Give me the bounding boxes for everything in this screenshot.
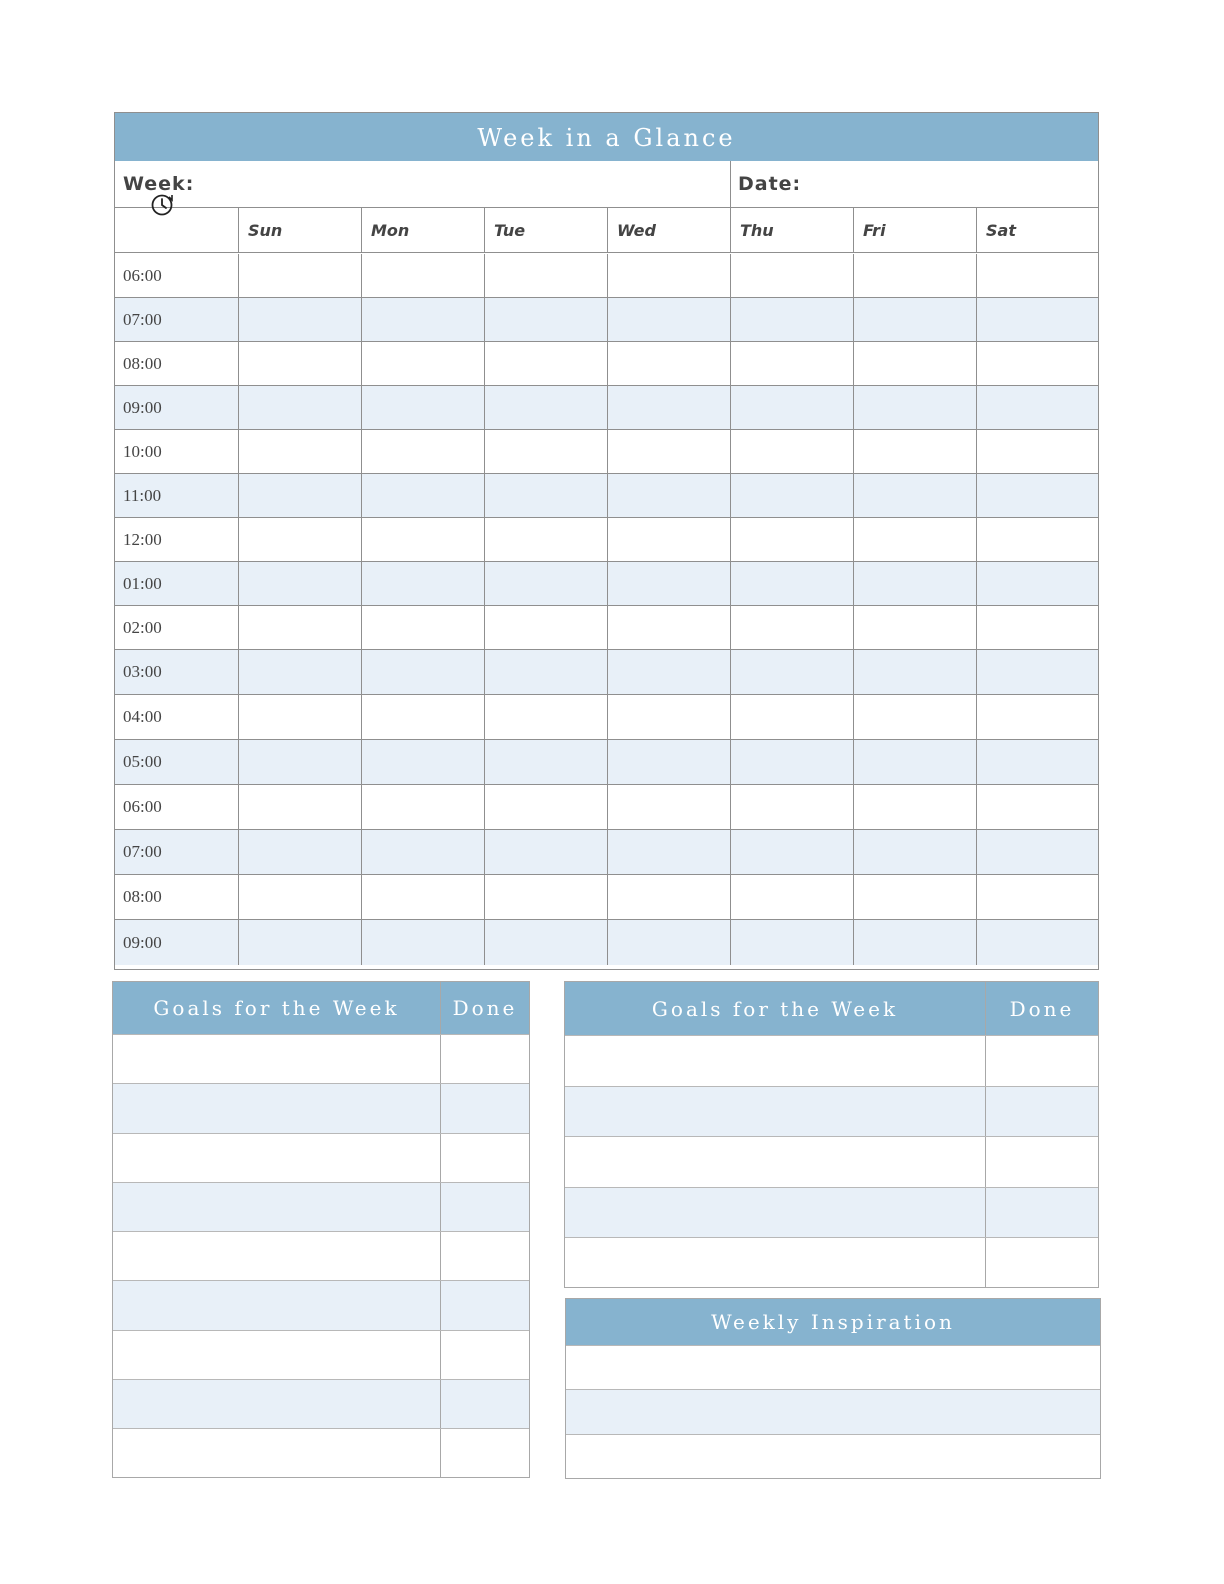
inspiration-line[interactable] xyxy=(566,1434,1100,1478)
time-slot-cell[interactable] xyxy=(484,740,607,784)
time-slot-cell[interactable] xyxy=(730,606,853,649)
time-slot-cell[interactable] xyxy=(853,518,976,561)
time-slot-cell[interactable] xyxy=(976,875,1098,919)
time-slot-cell[interactable] xyxy=(484,650,607,694)
goal-row[interactable] xyxy=(113,1280,529,1329)
time-slot-cell[interactable] xyxy=(976,920,1098,965)
done-checkbox-cell xyxy=(985,1238,986,1288)
time-slot-cell[interactable] xyxy=(976,740,1098,784)
time-slot-cell[interactable] xyxy=(607,298,730,341)
inspiration-rows xyxy=(566,1345,1100,1478)
goal-row[interactable] xyxy=(113,1182,529,1231)
time-label: 01:00 xyxy=(123,573,162,593)
done-checkbox-cell xyxy=(440,1281,441,1329)
goals-table-right xyxy=(564,981,1099,1288)
time-slot-cell[interactable] xyxy=(853,562,976,605)
time-slot-cell[interactable] xyxy=(238,518,361,561)
day-header-sat: Sat xyxy=(976,208,1098,253)
time-slot-cell[interactable] xyxy=(607,830,730,874)
goal-row[interactable] xyxy=(565,1187,1098,1238)
time-slot-cell[interactable] xyxy=(238,386,361,429)
time-slot-cell[interactable] xyxy=(853,785,976,829)
time-slot-cell[interactable] xyxy=(853,254,976,297)
time-slot-cell[interactable] xyxy=(238,785,361,829)
time-slot-cell[interactable] xyxy=(730,920,853,965)
time-slot-cell[interactable] xyxy=(976,254,1098,297)
time-label: 05:00 xyxy=(123,752,162,771)
time-slot-cell[interactable] xyxy=(607,740,730,784)
time-slot-cell[interactable] xyxy=(484,430,607,473)
time-row xyxy=(115,650,1098,695)
time-label: 08:00 xyxy=(123,353,162,373)
time-slot-cell[interactable] xyxy=(484,920,607,965)
time-slot-cell[interactable] xyxy=(361,785,484,829)
time-slot-cell[interactable] xyxy=(853,650,976,694)
time-slot-cell[interactable] xyxy=(238,342,361,385)
time-slot-cell[interactable] xyxy=(853,920,976,965)
time-slot-cell[interactable] xyxy=(238,740,361,784)
time-slot-cell[interactable] xyxy=(361,386,484,429)
time-label: 06:00 xyxy=(123,265,162,285)
time-row xyxy=(115,875,1098,920)
goals-rows xyxy=(113,1034,529,1478)
time-slot-cell[interactable] xyxy=(976,606,1098,649)
time-slot-cell[interactable] xyxy=(607,606,730,649)
goal-row[interactable] xyxy=(113,1330,529,1379)
time-slot-cell[interactable] xyxy=(730,695,853,739)
time-slot-cell[interactable] xyxy=(361,298,484,341)
week-field-label[interactable]: Week: xyxy=(123,173,195,195)
done-checkbox-cell xyxy=(985,1036,986,1086)
time-slot-cell[interactable] xyxy=(361,342,484,385)
time-slot-cell[interactable] xyxy=(361,606,484,649)
time-slot-cell[interactable] xyxy=(730,386,853,429)
time-slot-cell[interactable] xyxy=(853,386,976,429)
time-label: 09:00 xyxy=(123,397,162,417)
time-slot-cell[interactable] xyxy=(607,695,730,739)
time-row xyxy=(115,606,1098,650)
time-slot-cell[interactable] xyxy=(853,740,976,784)
time-slot-cell[interactable] xyxy=(484,562,607,605)
time-slot-cell[interactable] xyxy=(484,474,607,517)
time-slot-cell[interactable] xyxy=(730,474,853,517)
time-slot-cell[interactable] xyxy=(607,785,730,829)
time-slot-cell[interactable] xyxy=(853,830,976,874)
time-slot-cell[interactable] xyxy=(484,518,607,561)
day-header-thu: Thu xyxy=(730,208,853,253)
divider xyxy=(730,161,731,208)
time-slot-cell[interactable] xyxy=(484,386,607,429)
goal-row[interactable] xyxy=(113,1379,529,1428)
day-header-sun: Sun xyxy=(238,208,361,253)
goal-row[interactable] xyxy=(113,1231,529,1280)
time-slot-cell[interactable] xyxy=(853,875,976,919)
time-row xyxy=(115,430,1098,474)
goal-row[interactable] xyxy=(113,1034,529,1083)
time-slot-cell[interactable] xyxy=(238,875,361,919)
goals-rows xyxy=(565,1035,1098,1288)
time-slot-cell[interactable] xyxy=(730,562,853,605)
time-slot-cell[interactable] xyxy=(976,785,1098,829)
time-slot-cell[interactable] xyxy=(607,650,730,694)
time-slot-cell[interactable] xyxy=(484,298,607,341)
time-slot-cell[interactable] xyxy=(976,830,1098,874)
time-slot-cell[interactable] xyxy=(730,740,853,784)
time-slot-cell[interactable] xyxy=(976,562,1098,605)
goal-row[interactable] xyxy=(113,1428,529,1477)
time-slot-cell[interactable] xyxy=(730,785,853,829)
day-header-tue: Tue xyxy=(484,208,607,253)
time-row xyxy=(115,386,1098,430)
date-field-label[interactable]: Date: xyxy=(738,173,802,195)
time-row xyxy=(115,474,1098,518)
time-label: 04:00 xyxy=(123,707,162,726)
time-label: 11:00 xyxy=(123,485,162,505)
time-slot-cell[interactable] xyxy=(607,474,730,517)
goals-table-header xyxy=(565,982,1098,1035)
time-slot-cell[interactable] xyxy=(730,254,853,297)
time-row xyxy=(115,830,1098,875)
goal-row[interactable] xyxy=(565,1136,1098,1187)
time-slot-cell[interactable] xyxy=(238,920,361,965)
time-slot-cell[interactable] xyxy=(607,386,730,429)
time-slot-cell[interactable] xyxy=(976,342,1098,385)
done-checkbox-cell xyxy=(440,1380,441,1428)
goal-row[interactable] xyxy=(565,1035,1098,1086)
time-label: 07:00 xyxy=(123,842,162,861)
time-slot-cell[interactable] xyxy=(976,518,1098,561)
time-slot-cell[interactable] xyxy=(976,650,1098,694)
time-slot-cell[interactable] xyxy=(238,830,361,874)
time-slot-cell[interactable] xyxy=(361,430,484,473)
time-slot-cell[interactable] xyxy=(361,920,484,965)
time-slot-cell[interactable] xyxy=(361,695,484,739)
time-slot-cell[interactable] xyxy=(976,695,1098,739)
time-label: 08:00 xyxy=(123,887,162,906)
time-row xyxy=(115,920,1098,965)
time-slot-cell[interactable] xyxy=(361,518,484,561)
time-slot-cell[interactable] xyxy=(730,875,853,919)
time-slot-cell[interactable] xyxy=(853,298,976,341)
done-checkbox-cell xyxy=(440,1183,441,1231)
time-label: 12:00 xyxy=(123,529,162,549)
time-slot-cell[interactable] xyxy=(976,298,1098,341)
time-label: 02:00 xyxy=(123,617,162,637)
time-grid xyxy=(115,254,1098,965)
time-slot-cell[interactable] xyxy=(238,695,361,739)
goal-row[interactable] xyxy=(565,1237,1098,1288)
time-label: 06:00 xyxy=(123,797,162,816)
done-checkbox-cell xyxy=(985,1137,986,1187)
time-slot-cell[interactable] xyxy=(361,474,484,517)
time-slot-cell[interactable] xyxy=(238,562,361,605)
goals-table-left xyxy=(112,981,530,1478)
done-title: Done xyxy=(1009,996,1075,1021)
goal-row[interactable] xyxy=(113,1133,529,1182)
inspiration-line[interactable] xyxy=(566,1389,1100,1433)
time-slot-cell[interactable] xyxy=(484,254,607,297)
time-row xyxy=(115,695,1098,740)
time-slot-cell[interactable] xyxy=(730,830,853,874)
inspiration-title: Weekly Inspiration xyxy=(711,1310,955,1334)
done-checkbox-cell xyxy=(440,1134,441,1182)
done-checkbox-cell xyxy=(440,1331,441,1379)
time-slot-cell[interactable] xyxy=(730,430,853,473)
time-slot-cell[interactable] xyxy=(484,606,607,649)
time-row xyxy=(115,562,1098,606)
time-slot-cell[interactable] xyxy=(853,474,976,517)
done-checkbox-cell xyxy=(985,1087,986,1137)
time-slot-cell[interactable] xyxy=(607,430,730,473)
time-slot-cell[interactable] xyxy=(238,430,361,473)
time-slot-cell[interactable] xyxy=(853,695,976,739)
time-slot-cell[interactable] xyxy=(607,518,730,561)
time-label: 10:00 xyxy=(123,441,162,461)
day-header-fri: Fri xyxy=(853,208,976,253)
time-slot-cell[interactable] xyxy=(238,298,361,341)
time-slot-cell[interactable] xyxy=(238,474,361,517)
time-label: 03:00 xyxy=(123,662,162,681)
time-row xyxy=(115,254,1098,298)
week-date-row xyxy=(115,161,1098,208)
inspiration-line[interactable] xyxy=(566,1345,1100,1389)
time-slot-cell[interactable] xyxy=(853,606,976,649)
time-label: 07:00 xyxy=(123,309,162,329)
inspiration-header xyxy=(566,1299,1100,1345)
time-slot-cell[interactable] xyxy=(976,430,1098,473)
time-slot-cell[interactable] xyxy=(730,342,853,385)
weekly-inspiration-table xyxy=(565,1298,1101,1479)
time-row xyxy=(115,342,1098,386)
time-row xyxy=(115,740,1098,785)
time-slot-cell[interactable] xyxy=(361,830,484,874)
goals-table-header xyxy=(113,982,529,1034)
week-in-a-glance-table xyxy=(114,112,1099,970)
done-checkbox-cell xyxy=(440,1035,441,1083)
day-header-wed: Wed xyxy=(607,208,730,253)
time-slot-cell[interactable] xyxy=(607,562,730,605)
day-header-mon: Mon xyxy=(361,208,484,253)
time-slot-cell[interactable] xyxy=(361,650,484,694)
goal-row[interactable] xyxy=(565,1086,1098,1137)
time-slot-cell[interactable] xyxy=(484,342,607,385)
time-slot-cell[interactable] xyxy=(730,298,853,341)
time-slot-cell[interactable] xyxy=(238,254,361,297)
time-slot-cell[interactable] xyxy=(361,562,484,605)
time-slot-cell[interactable] xyxy=(361,740,484,784)
time-slot-cell[interactable] xyxy=(607,875,730,919)
done-checkbox-cell xyxy=(985,1188,986,1238)
time-slot-cell[interactable] xyxy=(484,785,607,829)
time-row xyxy=(115,785,1098,830)
time-slot-cell[interactable] xyxy=(238,650,361,694)
goals-title: Goals for the Week xyxy=(651,996,899,1021)
time-slot-cell[interactable] xyxy=(361,254,484,297)
time-label: 09:00 xyxy=(123,932,162,952)
time-slot-cell[interactable] xyxy=(730,650,853,694)
time-row xyxy=(115,298,1098,342)
done-title: Done xyxy=(452,996,518,1020)
time-row xyxy=(115,518,1098,562)
goal-row[interactable] xyxy=(113,1083,529,1132)
time-slot-cell[interactable] xyxy=(484,875,607,919)
week-in-a-glance-title: Week in a Glance xyxy=(115,113,1098,161)
goals-title: Goals for the Week xyxy=(153,996,400,1020)
done-checkbox-cell xyxy=(440,1084,441,1132)
done-checkbox-cell xyxy=(440,1429,441,1477)
time-slot-cell[interactable] xyxy=(730,518,853,561)
day-header-row xyxy=(115,208,1098,253)
time-slot-cell[interactable] xyxy=(607,342,730,385)
time-slot-cell[interactable] xyxy=(361,875,484,919)
time-slot-cell[interactable] xyxy=(484,830,607,874)
time-slot-cell[interactable] xyxy=(853,342,976,385)
time-slot-cell[interactable] xyxy=(976,474,1098,517)
time-slot-cell[interactable] xyxy=(484,695,607,739)
time-slot-cell[interactable] xyxy=(853,430,976,473)
done-checkbox-cell xyxy=(440,1232,441,1280)
time-slot-cell[interactable] xyxy=(607,920,730,965)
time-slot-cell[interactable] xyxy=(607,254,730,297)
time-slot-cell[interactable] xyxy=(976,386,1098,429)
time-slot-cell[interactable] xyxy=(238,606,361,649)
